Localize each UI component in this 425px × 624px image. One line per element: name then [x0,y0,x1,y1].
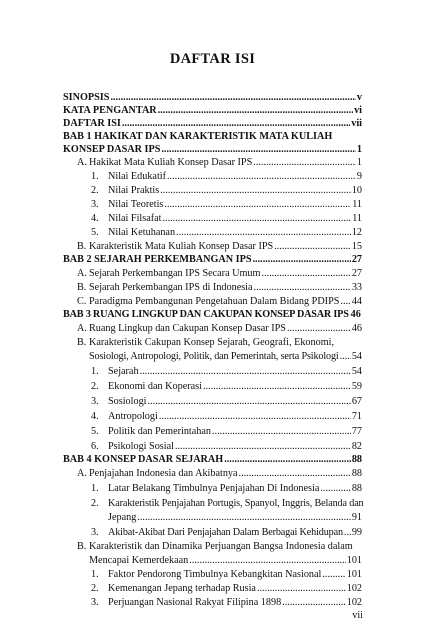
toc-entry-page: 99 [351,527,362,538]
toc-entry-bab1-a1[interactable] [91,170,362,183]
toc-entry-label: BAB 3 RUANG LINGKUP DAN CAKUPAN KONSEP DASAR IPS [63,309,349,320]
toc-entry-page: 9 [356,171,362,182]
toc-entry-number: 6. [91,441,99,452]
toc-entry-number: 1. [91,483,99,494]
toc-entry-page: 67 [351,396,362,407]
toc-entry-number: B. [77,337,87,348]
toc-entry-bab3-b1[interactable] [91,365,362,378]
toc-entry-number: C. [77,296,87,307]
dot-leader [212,425,351,438]
toc-entry-label: Antropologi [108,411,158,422]
toc-entry-sinopsis[interactable] [63,91,362,104]
toc-entry-number: 3. [91,199,99,210]
toc-entry-label: Sosiologi [108,396,147,407]
toc-entry-bab1-b[interactable] [77,240,362,253]
toc-entry-number: 3. [91,527,99,538]
toc-entry-label: Nilai Teoretis [108,199,164,210]
dot-leader [167,170,356,183]
toc-entry-label: Karakteristik Mata Kuliah Konsep Dasar IPS [89,241,274,252]
dot-leader [110,91,355,104]
toc-entry-bab-2[interactable] [63,253,362,266]
toc-entry-bab4-b1[interactable] [91,568,362,581]
toc-entry-number: A. [77,157,87,168]
toc-entry-page: 27 [351,254,362,265]
toc-entry-page: 46 [350,309,361,320]
toc-entry-bab4-a2[interactable] [108,511,362,524]
toc-entry-bab3-b5[interactable] [91,425,362,438]
toc-entry-page: 54 [351,366,362,377]
toc-entry-label: Sejarah Perkembangan IPS Secara Umum [89,268,261,279]
toc-entry-number: 2. [91,381,99,392]
toc-entry-number: 5. [91,426,99,437]
toc-entry-label: BAB 4 KONSEP DASAR SEJARAH [63,454,224,465]
toc-entry-number: 4. [91,411,99,422]
toc-entry-number: 3. [91,396,99,407]
toc-entry-number: B. [77,541,87,552]
toc-entry-page: 1 [356,144,362,155]
dot-leader [140,365,351,378]
toc-entry-page: 11 [352,213,362,224]
toc-entry-label: Sejarah Perkembangan IPS di Indonesia [89,282,253,293]
toc-entry-daftar-isi[interactable] [63,117,362,130]
toc-entry-label: Nilai Filsafat [108,213,162,224]
dot-leader [122,117,350,130]
toc-entry-bab1-a5[interactable] [91,226,362,239]
toc-entry-page: 101 [346,555,362,566]
toc-entry-bab3-b[interactable] [89,350,362,363]
toc-entry-label: Sosiologi, Antropologi, Politik, dan Pemerintah, serta Psikologi [89,351,339,362]
toc-entry-label: Penjajahan Indonesia dan Akibatnya [89,468,238,479]
toc-entry-label: Kemenangan Jepang terhadap Rusia [108,583,256,594]
toc-entry-page: 101 [346,569,362,580]
toc-entry-bab-3[interactable] [63,308,364,321]
toc-entry-number: A. [77,268,87,279]
page-number: vii [352,610,363,621]
toc-entry-bab3-b4[interactable] [91,410,362,423]
dot-leader [344,526,351,539]
dot-leader [239,467,351,480]
toc-entry-page: 1 [356,157,362,168]
toc-entry-bab4-b3[interactable] [91,596,362,609]
toc-entry-label: SINOPSIS [63,92,110,103]
toc-entry-label: Karakteristik dan Dinamika Perjuangan Bangsa Indonesia dalam [89,541,353,552]
toc-entry-label: Hakikat Mata Kuliah Konsep Dasar IPS [89,157,253,168]
toc-entry-number: 2. [91,583,99,594]
toc-entry-page: 44 [351,296,362,307]
toc-entry-label: Ruang Lingkup dan Cakupan Konsep Dasar IPS [89,323,286,334]
dot-leader [148,395,351,408]
toc-entry-page: 10 [351,185,362,196]
toc-entry-bab4-b-line1[interactable] [77,540,353,553]
toc-entry-label: Jepang [108,512,137,523]
dot-leader [203,380,351,393]
toc-entry-label: Karakteristik Penjajahan Portugis, Spanyol, Inggris, Belanda dan [108,498,364,509]
toc-entry-label: Psikologi Sosial [108,441,174,452]
toc-entry-number: A. [77,323,87,334]
toc-entry-page: 54 [351,351,362,362]
dot-leader [159,410,351,423]
dot-leader [161,143,356,156]
toc-entry-page: 77 [351,426,362,437]
dot-leader [137,511,351,524]
toc-entry-page: 11 [352,199,362,210]
toc-entry-label: Nilai Praktis [108,185,160,196]
toc-entry-number: 4. [91,213,99,224]
toc-entry-number: B. [77,241,87,252]
dot-leader [158,104,353,117]
toc-entry-bab3-b2[interactable] [91,380,362,393]
toc-entry-page: 88 [351,454,362,465]
toc-entry-label: Politik dan Pemerintahan [108,426,211,437]
toc-entry-bab4-a3[interactable] [91,526,362,539]
toc-entry-bab2-a[interactable] [77,267,362,280]
dot-leader [320,482,350,495]
toc-entry-label: Paradigma Pembangunan Pengetahuan Dalam Bidang PDIPS [89,296,340,307]
toc-entry-bab4-a1[interactable] [91,482,362,495]
toc-entry-bab2-c[interactable] [77,295,362,308]
toc-entry-page: 33 [351,282,362,293]
toc-entry-page: 12 [351,227,362,238]
toc-entry-label: Ekonomi dan Koperasi [108,381,202,392]
toc-entry-page: 71 [351,411,362,422]
toc-entry-number: 2. [91,498,99,509]
toc-entry-page: 102 [346,597,362,608]
toc-entry-bab1-a4[interactable] [91,212,362,225]
toc-entry-bab3-a[interactable] [77,322,362,335]
toc-entry-page: 27 [351,268,362,279]
toc-entry-bab2-b[interactable] [77,281,362,294]
chapter-1-title-line1[interactable]: BAB 1 HAKIKAT DAN KARAKTERISTIK MATA KULIAH [63,131,333,142]
toc-entry-bab3-b-line1[interactable] [77,336,334,349]
toc-entry-number: 5. [91,227,99,238]
dot-leader [253,156,356,169]
toc-entry-number: 2. [91,185,99,196]
dot-leader [340,295,350,308]
toc-entry-bab1-a3[interactable] [91,198,362,211]
dot-leader [164,198,351,211]
toc-entry-page: 88 [351,468,362,479]
dot-leader [162,212,351,225]
toc-entry-label: KATA PENGANTAR [63,105,157,116]
toc-entry-page: 59 [351,381,362,392]
toc-entry-bab-1[interactable] [63,143,362,156]
toc-entry-page: 88 [351,483,362,494]
dot-leader [160,184,351,197]
toc-entry-bab3-b6[interactable] [91,440,362,453]
toc-entry-bab4-b[interactable] [89,554,362,567]
dot-leader [175,440,351,453]
toc-entry-label: Mencapai Kemerdekaan [89,555,189,566]
toc-entry-bab1-a[interactable] [77,156,362,169]
toc-entry-number: A. [77,468,87,479]
toc-entry-page: 91 [351,512,362,523]
dot-leader [253,253,351,266]
toc-entry-bab4-b2[interactable] [91,582,362,595]
dot-leader [254,281,351,294]
dot-leader [282,596,346,609]
dot-leader [257,582,346,595]
dot-leader [340,350,351,363]
toc-entry-label: BAB 2 SEJARAH PERKEMBANGAN IPS [63,254,252,265]
toc-entry-page: vii [351,118,362,129]
dot-leader [274,240,351,253]
toc-entry-bab4-a[interactable] [77,467,362,480]
dot-leader [176,226,351,239]
toc-entry-page: 82 [351,441,362,452]
toc-entry-number: 1. [91,366,99,377]
toc-entry-label: Nilai Edukatif [108,171,166,182]
toc-entry-label: Akibat-Akibat Dari Penjajahan Dalam Berbagai Kehidupan [108,527,343,538]
toc-entry-label: Perjuangan Nasional Rakyat Filipina 1898 [108,597,282,608]
dot-leader [261,267,350,280]
toc-entry-page: 15 [351,241,362,252]
toc-entry-page: 102 [346,583,362,594]
toc-entry-label: KONSEP DASAR IPS [63,144,161,155]
dot-leader [322,568,345,581]
toc-entry-bab4-a2-line1[interactable] [91,497,364,510]
toc-entry-kata-pengantar[interactable] [63,104,362,117]
toc-entry-number: 1. [91,171,99,182]
toc-entry-label: Nilai Ketuhanan [108,227,176,238]
page-title: DAFTAR ISI [169,51,256,67]
toc-entry-bab1-a2[interactable] [91,184,362,197]
dot-leader [224,453,351,466]
dot-leader [189,554,345,567]
toc-entry-page: vi [354,105,362,116]
toc-entry-label: Faktor Pendorong Timbulnya Kebangkitan Nasional [108,569,322,580]
toc-entry-bab-4[interactable] [63,453,362,466]
toc-entry-label: DAFTAR ISI [63,118,121,129]
toc-entry-page: 46 [351,323,362,334]
toc-entry-number: 3. [91,597,99,608]
toc-entry-label: Karakteristik Cakupan Konsep Sejarah, Geografi, Ekonomi, [89,337,334,348]
toc-entry-number: B. [77,282,87,293]
dot-leader [287,322,351,335]
toc-entry-label: Sejarah [108,366,139,377]
toc-entry-number: 1. [91,569,99,580]
toc-entry-label: Latar Belakang Timbulnya Penjajahan Di Indonesia [108,483,320,494]
toc-entry-bab3-b3[interactable] [91,395,362,408]
toc-entry-page: v [356,92,362,103]
